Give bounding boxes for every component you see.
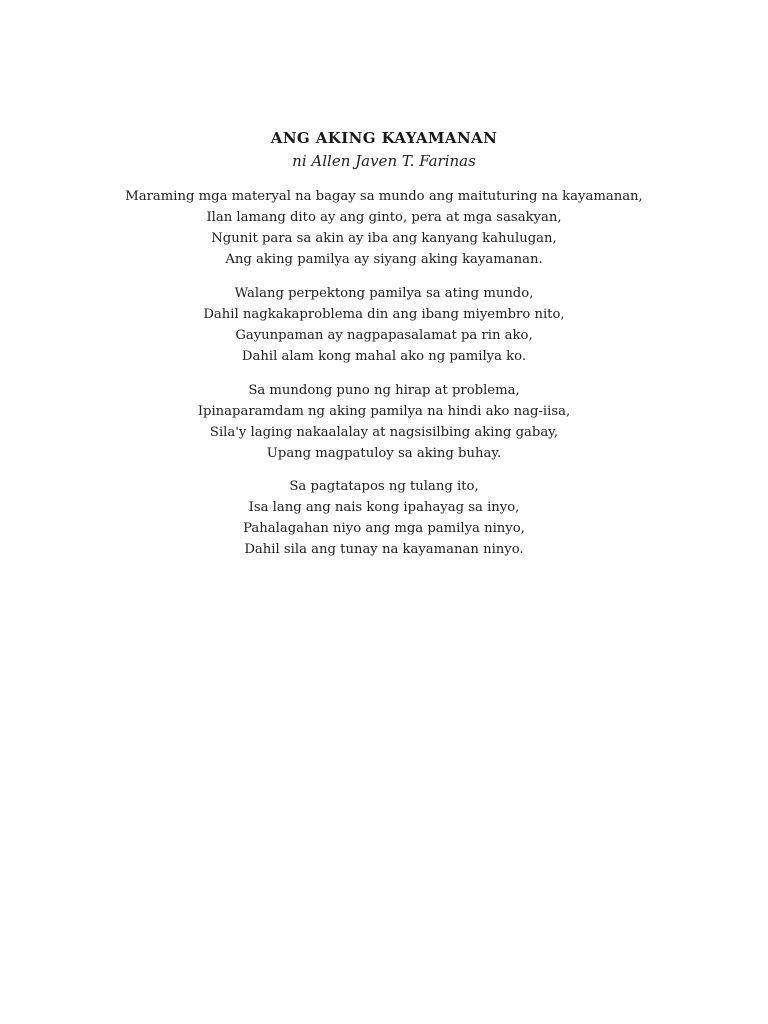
stanza-line: Sa mundong puno ng hirap at problema, [248, 383, 520, 398]
stanza-line: Sa pagtatapos ng tulang ito, [289, 479, 479, 494]
stanza-1 [0, 186, 768, 270]
stanza-line: Maraming mga materyal na bagay sa mundo ang maituturing na kayamanan, [125, 189, 643, 204]
stanza-line: Upang magpatuloy sa aking buhay. [266, 446, 502, 461]
stanza-line: Dahil nagkakaproblema din ang ibang miyembro nito, [203, 307, 565, 322]
stanza-line: Ang aking pamilya ay siyang aking kayamanan. [225, 252, 543, 267]
poem-title: ANG AKING KAYAMANAN [270, 129, 498, 147]
stanza-line: Ngunit para sa akin ay iba ang kanyang kahulugan, [211, 231, 557, 246]
stanza-line: Pahalagahan niyo ang mga pamilya ninyo, [243, 521, 525, 536]
stanza-4 [0, 476, 768, 560]
stanza-line: Walang perpektong pamilya sa ating mundo, [234, 286, 534, 301]
stanza-line: Isa lang ang nais kong ipahayag sa inyo, [248, 500, 520, 515]
stanza-3 [0, 380, 768, 464]
stanza-2 [0, 283, 768, 367]
stanza-line: Sila'y laging nakaalalay at nagsisilbing aking gabay, [209, 425, 559, 440]
stanza-line: Dahil alam kong mahal ako ng pamilya ko. [241, 349, 527, 364]
stanza-line: Ilan lamang dito ay ang ginto, pera at mga sasakyan, [206, 210, 562, 225]
stanza-line: Dahil sila ang tunay na kayamanan ninyo. [244, 542, 524, 557]
stanza-line: Ipinaparamdam ng aking pamilya na hindi ako nag-iisa, [197, 404, 571, 419]
poem-author: ni Allen Javen T. Farinas [292, 152, 476, 170]
stanza-line: Gayunpaman ay nagpapasalamat pa rin ako, [235, 328, 533, 343]
